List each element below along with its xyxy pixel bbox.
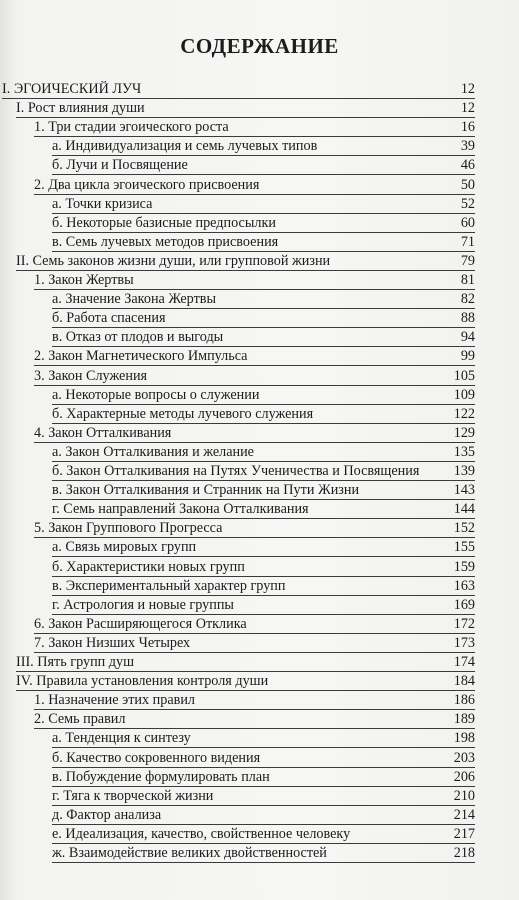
toc-entry-page: 71 [460,233,475,250]
toc-entry-page: 81 [460,272,475,288]
toc-entry [16,252,475,271]
toc-entry-page: 129 [453,424,475,441]
toc-entry-page: 135 [453,443,475,460]
toc-entry-page: 184 [453,673,475,690]
toc-entry-label: в. Отказ от плодов и выгоды [52,329,224,346]
toc-entry-page: 39 [460,138,475,155]
toc-entry-label: 2. Семь правил [34,711,126,728]
toc-entry [52,825,475,844]
toc-entry-page: 198 [453,730,475,747]
toc-entry-page: 174 [453,654,475,670]
toc-entry-page: 217 [453,825,475,842]
toc-entry-page: 46 [460,157,475,174]
toc-entry [34,634,475,653]
toc-entry [52,558,475,577]
toc-entry-label: а. Закон Отталкивания и желание [52,443,254,460]
toc-entry-label: в. Семь лучевых методов присвоения [52,233,279,250]
toc-entry-page: 79 [460,252,475,269]
toc-entry [52,844,475,863]
toc-entry [16,653,475,672]
toc-entry [52,787,475,806]
toc-entry-page: 206 [453,768,475,785]
toc-entry [52,309,475,328]
toc-entry [52,328,475,347]
toc-entry-page: 210 [453,787,475,804]
toc-entry-label: в. Закон Отталкивания и Странник на Пути Жизни [52,482,360,499]
toc-entry-label: б. Характерные методы лучевого служения [52,405,314,422]
toc-entry-page: 99 [460,348,475,365]
toc-entry-page: 159 [453,558,475,575]
toc-entry [34,424,475,443]
toc-entry-label: б. Характеристики новых групп [52,558,245,575]
toc-entry [52,405,475,424]
toc-entry [34,691,475,710]
toc-entry-label: а. Связь мировых групп [52,539,197,556]
toc-entry-page: 139 [453,463,475,479]
toc-entry-label: б. Качество сокровенного видения [52,749,261,766]
toc-entry-page: 169 [453,596,475,613]
toc-entry [34,519,475,538]
toc-entry-page: 109 [453,386,475,403]
toc-entry-label: 3. Закон Служения [34,367,148,384]
toc-entry-page: 189 [453,711,475,728]
page-title: СОДЕРЖАНИЕ [180,34,339,58]
toc-entry-label: 1. Назначение этих правил [34,692,195,709]
toc-entry-label: 1. Три стадии эгоического роста [34,119,229,136]
toc-entry-label: 1. Закон Жертвы [34,272,134,288]
toc-entry [52,462,475,481]
toc-entry-label: ж. Взаимодействие великих двойственностей [52,845,327,861]
toc-entry [52,806,475,825]
toc-entry [16,99,475,118]
toc-entry [34,176,475,195]
toc-entry-page: 144 [453,501,475,518]
toc-entry-label: в. Побуждение формулировать план [52,768,270,785]
toc-entry-label: д. Фактор анализа [52,806,162,823]
toc-entry [52,443,475,462]
toc-entry-page: 12 [460,100,475,117]
toc-entry-label: в. Экспериментальный характер групп [52,577,286,594]
toc-entry-page: 50 [460,176,475,193]
toc-entry-label: г. Семь направлений Закона Отталкивания [52,501,309,518]
toc-entry [2,80,475,99]
toc-entry [34,710,475,729]
toc-entry [52,290,475,309]
toc-entry-label: 5. Закон Группового Прогресса [34,520,223,537]
toc-entry [34,615,475,634]
toc-entry-label: б. Закон Отталкивания на Путях Ученичества и Посвящения [52,463,420,479]
toc-entry [16,672,475,691]
toc-entry [52,481,475,500]
toc-entry-label: а. Тенденция к синтезу [52,730,191,747]
toc-entry-label: 6. Закон Расширяющегося Отклика [34,615,247,632]
toc-entry-label: 7. Закон Низших Четырех [34,634,191,651]
toc-entry [52,596,475,615]
toc-entry-page: 12 [460,81,475,97]
toc-entry-page: 88 [460,310,475,327]
toc-entry-page: 172 [453,615,475,632]
toc-entry [52,749,475,768]
toc-entry [52,137,475,156]
toc-entry-page: 203 [453,749,475,766]
toc-entry [34,271,475,290]
toc-entry [52,768,475,787]
toc-entry-page: 52 [460,195,475,212]
toc-entry [52,195,475,214]
toc-entry-label: а. Индивидуализация и семь лучевых типов [52,138,318,155]
toc-entry-label: I. ЭГОИЧЕСКИЙ ЛУЧ [2,81,142,97]
toc-entry-label: а. Точки кризиса [52,195,153,212]
toc-entry-label: б. Лучи и Посвящение [52,157,188,174]
toc-entry-page: 173 [453,634,475,651]
toc-entry-label: 4. Закон Отталкивания [34,424,172,441]
toc-entry-label: II. Семь законов жизни души, или групповой жизни [16,252,331,269]
toc-entry [34,347,475,366]
toc-entry-page: 16 [460,119,475,136]
toc-entry-label: б. Некоторые базисные предпосылки [52,214,276,231]
toc-entry-page: 60 [460,214,475,231]
toc-entry-label: 2. Два цикла эгоического присвоения [34,176,260,193]
toc-entry-label: а. Значение Закона Жертвы [52,291,217,308]
toc-entry [52,214,475,233]
toc-entry [34,367,475,386]
toc-entry [52,156,475,175]
toc-entry [52,233,475,252]
toc-entry [52,538,475,557]
toc-entry [52,500,475,519]
toc-entry-page: 82 [460,291,475,308]
toc-entry-page: 218 [453,845,475,861]
toc-entry-page: 186 [453,692,475,709]
toc-entry-page: 122 [453,405,475,422]
toc-entry-page: 152 [453,520,475,537]
toc-entry-label: г. Астрология и новые группы [52,596,234,613]
toc-entry-label: г. Тяга к творческой жизни [52,787,214,804]
toc-entry-label: III. Пять групп душ [16,654,135,670]
toc-entry-label: а. Некоторые вопросы о служении [52,386,260,403]
toc-entry-page: 105 [453,367,475,384]
toc-entry-label: I. Рост влияния души [16,100,145,117]
toc-entry-page: 214 [453,806,475,823]
toc-entry-label: IV. Правила установления контроля души [16,673,269,690]
toc-entry-label: е. Идеализация, качество, свойственное человеку [52,825,351,842]
toc-entry [52,577,475,596]
toc-entry-label: б. Работа спасения [52,310,166,327]
toc-entry [52,386,475,405]
toc-entry-label: 2. Закон Магнетического Импульса [34,348,248,365]
toc-entry [34,118,475,137]
toc-entry [52,729,475,748]
toc-entry-page: 163 [453,577,475,594]
toc-entry-page: 155 [453,539,475,556]
toc-entry-page: 143 [453,482,475,499]
toc-entry-page: 94 [460,329,475,346]
